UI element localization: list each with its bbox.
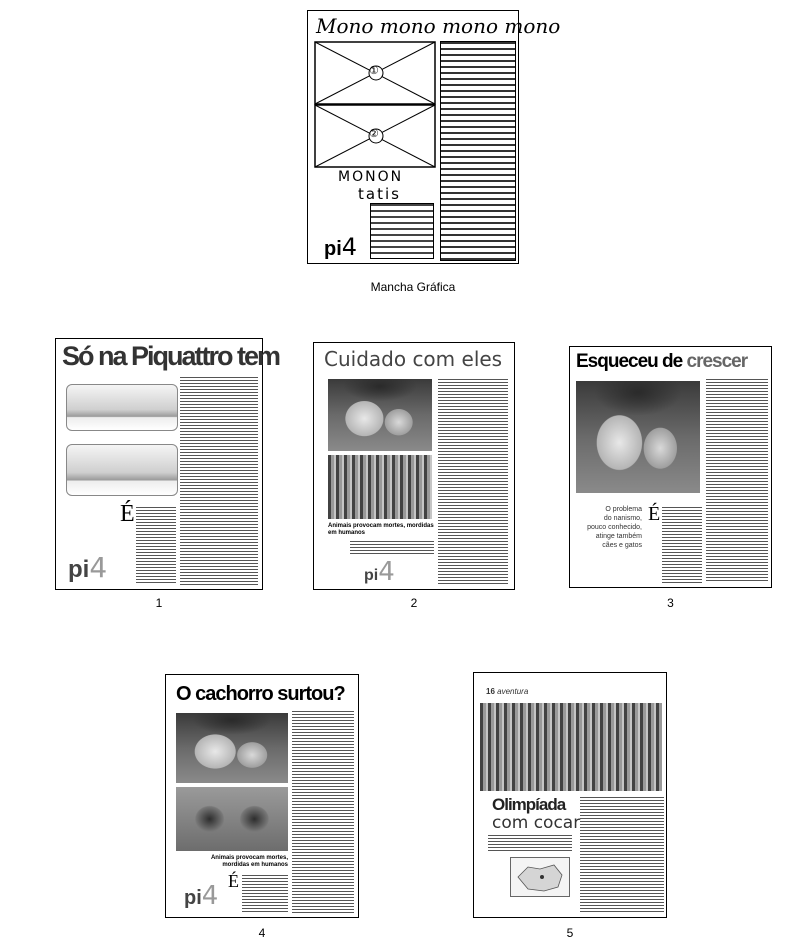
page-5-kicker-number: 16 (486, 687, 495, 696)
page-2-text-right (438, 379, 508, 585)
dog-photo (328, 379, 432, 451)
sketch-title: Mono mono mono mono (316, 14, 561, 38)
sketch-small-box (370, 203, 434, 259)
page-5-map (510, 857, 570, 897)
page-4-subhead: Animais provocam mortes, mordidas em humanos (210, 855, 288, 868)
page-5 (473, 672, 667, 918)
page-4-text-right (292, 711, 354, 913)
page-1-number: 1 (155, 596, 163, 610)
page-3-pullquote: O problema do nanismo, pouco conhecido, atinge também cães e gatos (587, 506, 642, 549)
page-4-logo: pi4 (184, 881, 219, 911)
sketch-logo: pi4 (324, 233, 358, 261)
page-3-title-part1: Esqueceu de (576, 351, 687, 372)
dog-photo (576, 381, 700, 493)
page-2-logo: pi4 (364, 557, 395, 587)
page-3-title (576, 351, 747, 373)
dog-photo (176, 713, 288, 783)
page-2-number: 2 (410, 596, 418, 610)
page-5-deck (488, 835, 572, 851)
page-5-kicker (486, 687, 528, 696)
page-1-text-left (136, 507, 176, 585)
ceremony-photo (480, 703, 662, 791)
page-3-dropcap: É (648, 503, 661, 525)
page-5-title-line1: Olimpíada (492, 795, 566, 814)
sketch-box-number-2: ② (369, 128, 379, 140)
sketch-word-2: tatis (358, 185, 401, 203)
page-4-text-left (242, 875, 288, 913)
page-2 (313, 342, 515, 590)
sketch-text-column (440, 41, 516, 261)
sketch-word-1: MONON (338, 169, 404, 185)
page-1-text-right (180, 377, 258, 587)
page-5-number: 5 (566, 926, 574, 940)
page-3-text-right (706, 379, 768, 583)
page-1 (55, 338, 280, 590)
page-4 (165, 674, 359, 918)
page-3-title-part2: crescer (686, 351, 748, 372)
page-5-title-line2: com cocar (492, 813, 581, 833)
page-4-title: O cachorro surtou? (176, 683, 345, 705)
layout-sketch (307, 10, 561, 264)
sofa-photo-2 (66, 444, 178, 496)
schnauzer-photo (176, 787, 288, 851)
page-1-title: Só na Piquattro tem (62, 341, 280, 371)
page-3-text-left (662, 507, 702, 583)
page-3 (569, 346, 772, 588)
crowd-photo (328, 455, 432, 519)
page-1-logo: pi4 (68, 551, 108, 584)
page-1-dropcap: É (120, 501, 135, 527)
sketch-caption: Mancha Gráfica (370, 280, 456, 294)
page-2-deck (350, 541, 434, 555)
page-5-kicker-word: aventura (497, 687, 529, 696)
page-5-text-right (580, 797, 664, 913)
page-2-title: Cuidado com eles (324, 347, 503, 371)
page-2-subhead: Animais provocam mortes, mordidas em humanos (328, 523, 434, 536)
page-4-number: 4 (258, 926, 266, 940)
page-4-dropcap: É (228, 871, 239, 891)
page-3-number: 3 (667, 596, 674, 610)
sofa-photo-1 (66, 384, 178, 431)
sketch-box-number-1: ① (369, 65, 379, 77)
